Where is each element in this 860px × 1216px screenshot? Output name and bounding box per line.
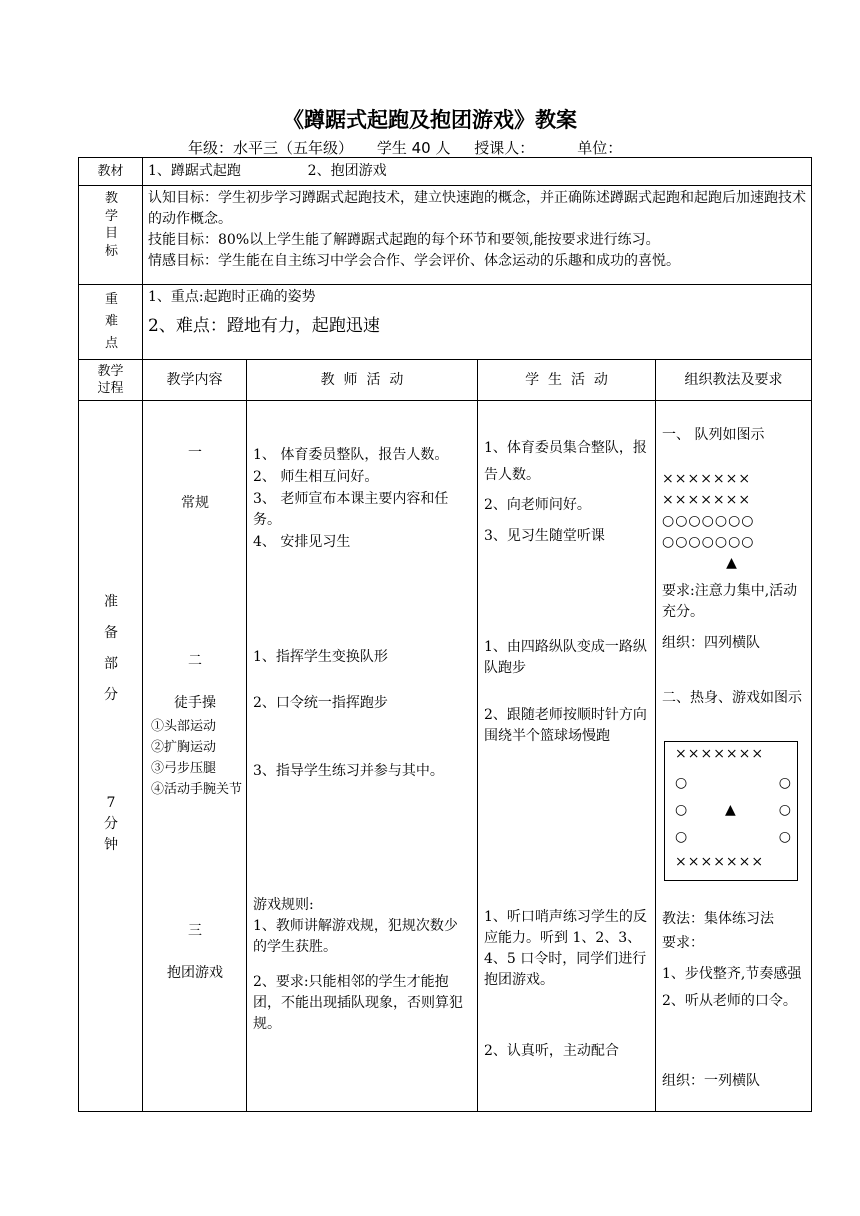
teacher-game-rule-title: 游戏规则: [253, 897, 314, 914]
circle-marker: ○ [675, 829, 688, 846]
part3-name: 抱团游戏 [167, 965, 223, 982]
circle-marker: ○ [675, 775, 688, 792]
student-item: 3、见习生随堂听课 [484, 528, 605, 545]
org-part3-items [662, 961, 808, 1014]
teacher-item: 2、 师生相互问好。 [253, 468, 379, 485]
material-content: 1、蹲踞式起跑 2、抱团游戏 [143, 158, 812, 186]
section-time: 7分钟 [104, 795, 118, 854]
circle-marker: ○ [778, 775, 791, 792]
org-part2-title: 二、热身、游戏如图示 [662, 690, 802, 707]
section-label: 准备部分 [104, 594, 118, 703]
exercise-item: ③弓步压腿 [151, 760, 217, 776]
student-item: 1、体育委员集合整队，报告人数。 [484, 440, 647, 483]
goal-skill: 技能目标：80%以上学生能了解蹲踞式起跑的每个环节和要领,能按要求进行练习。 [148, 232, 660, 248]
org-cell [656, 401, 812, 1112]
part1-number: 一 [188, 445, 202, 462]
student-part3-a: 1、听口哨声练习学生的反应能力。听到 1、2、3、4、5 口令时，同学们进行抱团游戏。 [484, 909, 647, 989]
header-org: 组织教法及要求 [656, 360, 812, 401]
org-part3-organization: 组织：一列横队 [662, 1073, 760, 1090]
circle-marker: ○ [675, 802, 688, 819]
page-subtitle: 年级：水平三（五年级） 学生 40 人 授课人： 单位： [188, 139, 623, 157]
process-header-row [79, 360, 812, 401]
exercise-item: ④活动手腕关节 [151, 781, 243, 797]
diagram-top-row: ××××××× [675, 746, 765, 763]
org-part1-title: 一、 队列如图示 [662, 427, 765, 444]
requirement-item: 2、听从老师的口令。 [662, 992, 797, 1009]
goal-affective: 情感目标：学生能在自主练习中学会合作、学会评价、体念运动的乐趣和成功的喜悦。 [148, 253, 680, 269]
part3-number: 三 [188, 923, 202, 940]
formation-diagram [662, 469, 802, 574]
header-process: 教学过程 [79, 360, 143, 401]
difficult-point: 2、难点：蹬地有力，起跑迅速 [148, 316, 380, 336]
student-cell [478, 401, 656, 1112]
student-item: 2、向老师问好。 [484, 497, 591, 514]
part2-name: 徒手操 [174, 695, 216, 712]
section-cell [79, 401, 143, 1112]
teacher-part1 [253, 445, 471, 553]
circle-marker: ○ [778, 829, 791, 846]
org-part3-method: 教法：集体练习法 [662, 911, 774, 928]
key-content [143, 285, 812, 360]
content-cell [143, 401, 247, 1112]
student-part2-b: 2、跟随老师按顺时针方向围绕半个篮球场慢跑 [484, 707, 647, 745]
goals-content [143, 186, 812, 285]
key-points-row [79, 285, 812, 360]
teacher-marker-icon: ▲ [726, 555, 738, 572]
goal-cognitive: 认知目标：学生初步学习蹲踞式起跑技术，建立快速跑的概念，并正确陈述蹲踞式起跑和起跑后加速跑技术的动作概念。 [148, 190, 806, 227]
formation-row: ○○○○○○○ [662, 534, 755, 551]
exercise-item: ①头部运动 [151, 719, 217, 735]
page-title: 《蹲踞式起跑及抱团游戏》教案 [283, 108, 577, 132]
org-part1-organization: 组织：四列横队 [662, 635, 760, 652]
key-point: 1、重点:起跑时正确的姿势 [148, 289, 316, 305]
material-label: 教材 [79, 158, 143, 186]
teacher-item: 2、要求:只能相邻的学生才能抱团，不能出现插队现象，否则算犯规。 [253, 974, 463, 1033]
diagram-right-column [779, 770, 791, 851]
teacher-item: 1、教师讲解游戏规，犯规次数少的学生获胜。 [253, 918, 458, 956]
teacher-part2-a: 1、指挥学生变换队形 [253, 649, 388, 666]
part2-number: 二 [188, 653, 202, 670]
goals-label: 教学目标 [79, 186, 143, 285]
teacher-cell [247, 401, 478, 1112]
teacher-part3 [253, 895, 471, 1035]
material-row [79, 158, 812, 186]
formation-row: ××××××× [662, 492, 752, 509]
org-part1-requirement: 要求:注意力集中,活动充分。 [662, 583, 798, 621]
key-label: 重难点 [79, 285, 143, 360]
diagram-bottom-row: ××××××× [675, 854, 765, 871]
teacher-marker-icon: ▲ [725, 802, 736, 819]
teacher-item: 3、 老师宣布本课主要内容和任务。 [253, 490, 449, 529]
process-body-row [79, 401, 812, 1112]
student-part3-b: 2、认真听，主动配合 [484, 1043, 619, 1060]
exercise-list [151, 717, 243, 800]
goals-row [79, 186, 812, 285]
circle-marker: ○ [778, 802, 791, 819]
teacher-part2-b: 2、口令统一指挥跑步 [253, 695, 388, 712]
requirement-item: 1、步伐整齐,节奏感强 [662, 966, 802, 983]
formation-row: ○○○○○○○ [662, 513, 755, 530]
teacher-item: 4、 安排见习生 [253, 534, 351, 551]
exercise-item: ②扩胸运动 [151, 740, 217, 756]
teacher-part2-c: 3、指导学生练习并参与其中。 [253, 763, 444, 780]
org-part3-requirement: 要求： [662, 935, 704, 952]
formation-row: ××××××× [662, 471, 752, 488]
student-part1 [484, 435, 650, 549]
diagram-left-column [675, 770, 687, 851]
header-teacher: 教 师 活 动 [247, 360, 478, 401]
lesson-plan-table [78, 157, 812, 1112]
warmup-diagram [664, 741, 798, 881]
teacher-item: 1、 体育委员整队，报告人数。 [253, 447, 449, 464]
part1-name: 常规 [181, 495, 209, 512]
header-student: 学 生 活 动 [478, 360, 656, 401]
header-content: 教学内容 [143, 360, 247, 401]
student-part2-a: 1、由四路纵队变成一路纵队跑步 [484, 639, 647, 677]
